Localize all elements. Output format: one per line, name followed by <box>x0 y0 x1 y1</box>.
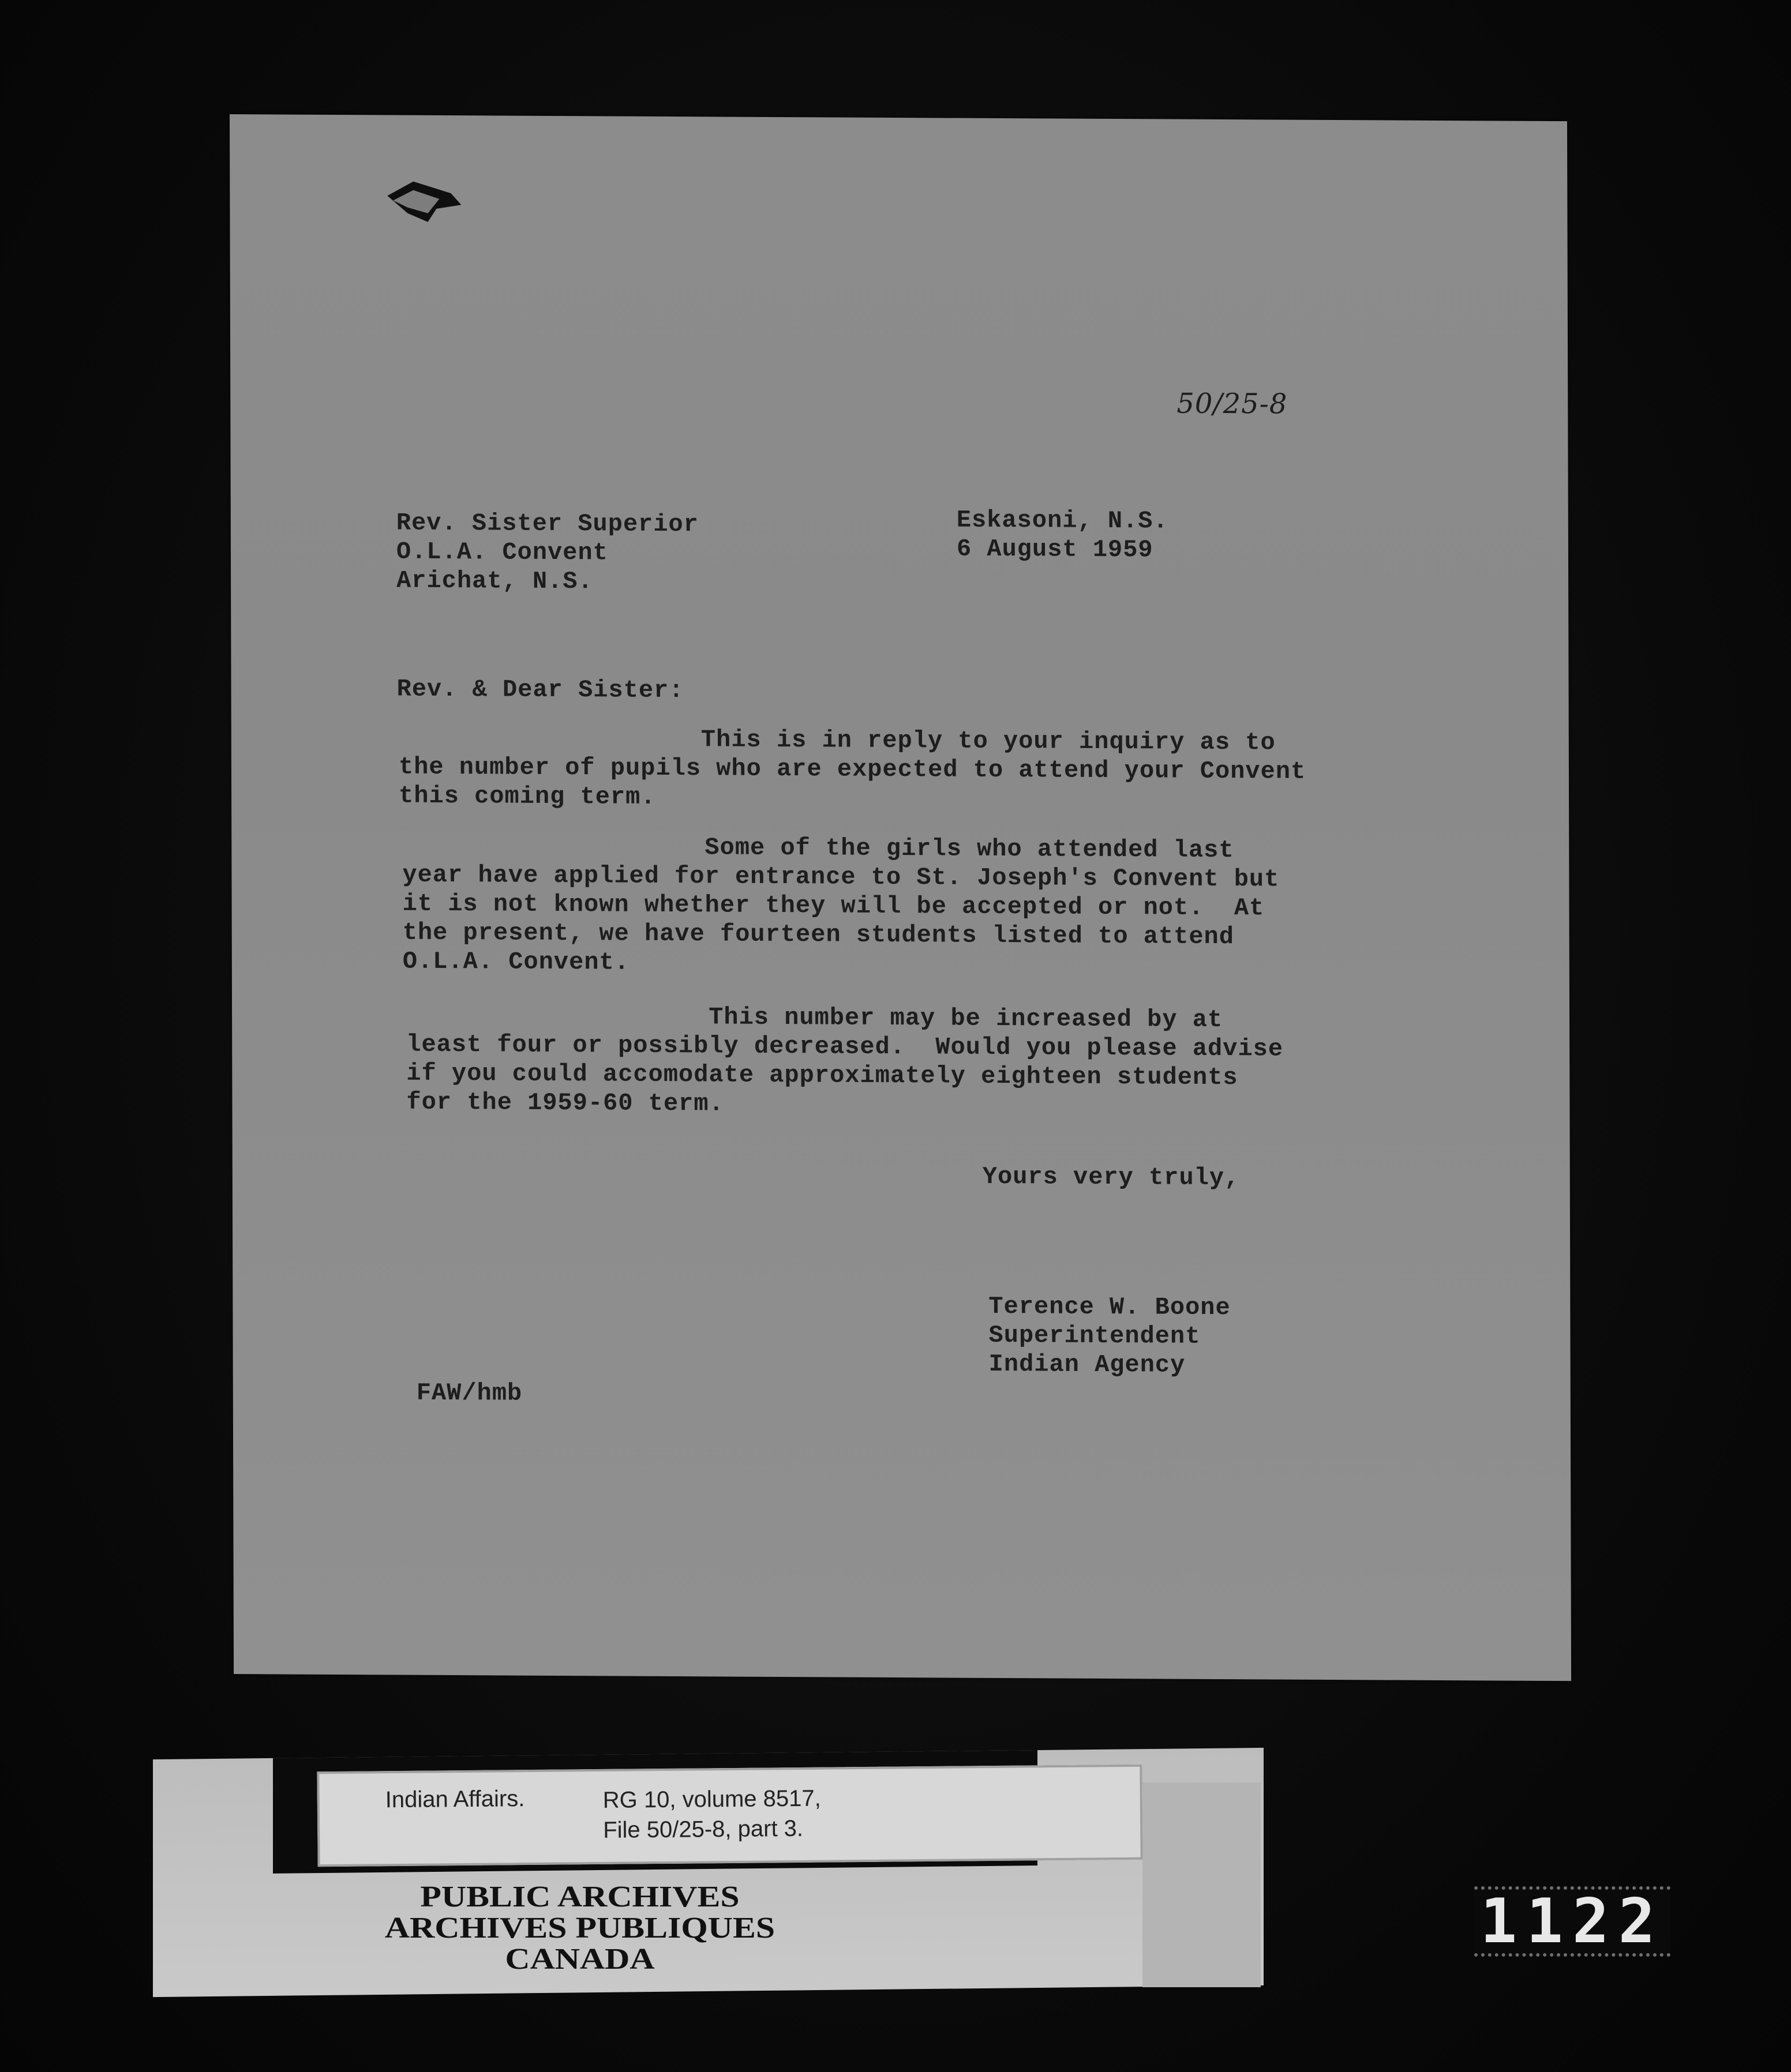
archive-reference-label <box>317 1765 1142 1867</box>
archive-title-line: PUBLIC ARCHIVES <box>420 1880 740 1913</box>
frame-number: 1122 <box>1474 1886 1670 1957</box>
letter-page <box>230 114 1571 1681</box>
place-date-block: Eskasoni, N.S. 6 August 1959 <box>956 506 1168 564</box>
salutation: Rev. & Dear Sister: <box>396 675 684 705</box>
archive-title-line: ARCHIVES PUBLIQUES <box>384 1912 775 1945</box>
archive-title-line: CANADA <box>505 1943 655 1976</box>
body-paragraph-2: Some of the girls who attended last year have applied for entrance to St. Joseph's Convent but it is not known whether they will be accepted or not. At the present, we have fourteen students listed to attend O.L.A. Convent. <box>402 832 1280 977</box>
punch-hole-mark <box>381 172 468 231</box>
addressee-block: Rev. Sister Superior O.L.A. Convent Arichat, N.S. <box>396 509 699 596</box>
body-paragraph-3: This number may be increased by at least four or possibly decreased. Would you please advise if you could accomodate approximately eighteen students for the 1959-60 term. <box>406 1001 1284 1118</box>
signature-block: Terence W. Boone Superintendent Indian Agency <box>988 1292 1231 1379</box>
closing: Yours very truly, <box>982 1162 1240 1192</box>
file-reference: 50/25-8 <box>1176 387 1288 421</box>
archive-card-edge <box>1142 1782 1261 1987</box>
body-paragraph-1: This is in reply to your inquiry as to the number of pupils who are expected to attend your Convent this coming term. <box>398 724 1306 811</box>
archive-title <box>385 1882 775 1975</box>
reference-volume: RG 10, volume 8517, File 50/25-8, part 3. <box>602 1785 821 1843</box>
reference-agency: Indian Affairs. <box>385 1786 525 1813</box>
typist-initials: FAW/hmb <box>416 1379 523 1407</box>
